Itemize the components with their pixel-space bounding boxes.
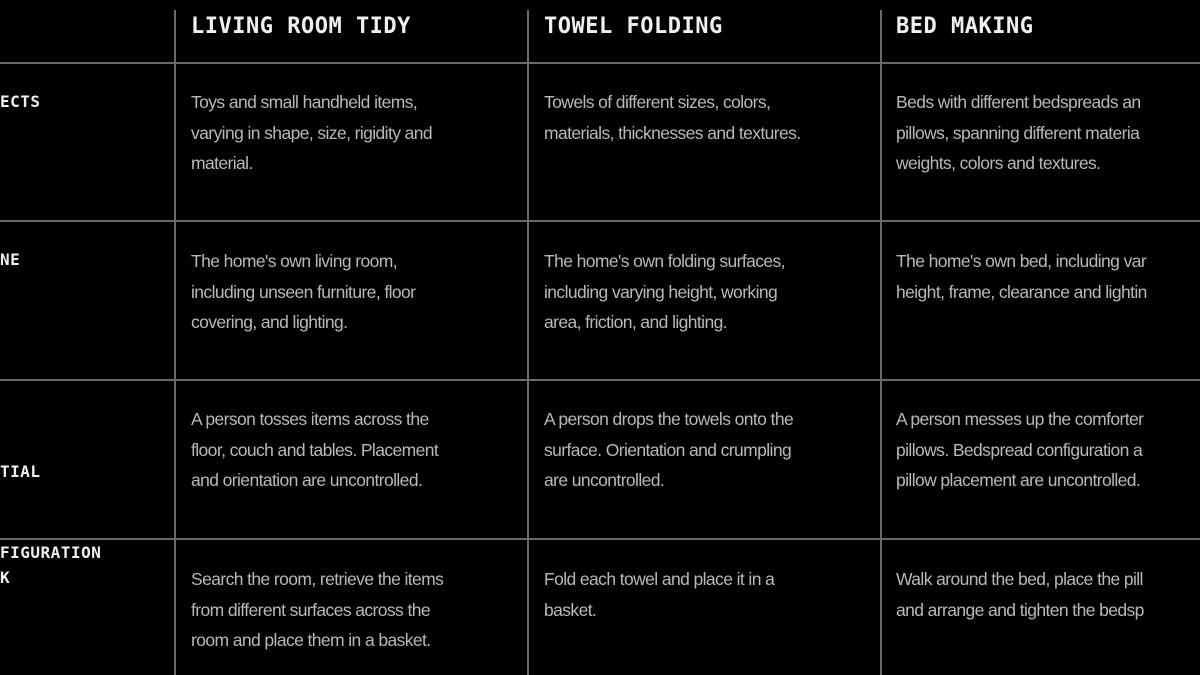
column-header-bed-making: BED MAKING (896, 14, 1034, 39)
cell-line: The home's own living room, (191, 251, 397, 271)
row-label-line: FIGURATION (0, 543, 102, 562)
row-label-line: TIAL (0, 462, 41, 481)
cell-initial-config-living-room (191, 404, 438, 496)
column-header-living-room-tidy: LIVING ROOM TIDY (191, 14, 411, 39)
cell-objects-towel-folding (544, 87, 801, 148)
column-header-towel-folding: TOWEL FOLDING (544, 14, 723, 39)
cell-line: area, friction, and lighting. (544, 312, 727, 332)
cell-line: pillows, spanning different materia (896, 122, 1140, 143)
cell-line: covering, and lighting. (191, 312, 348, 332)
cell-line: The home's own folding surfaces, (544, 251, 785, 271)
cell-line: weights, colors and textures. (896, 153, 1101, 173)
cell-scene-bed-making (896, 246, 1147, 307)
cell-line: including unseen furniture, floor (191, 281, 416, 302)
cell-line: The home's own bed, including var (896, 251, 1147, 271)
column-divider (174, 10, 176, 675)
row-label-task: K (0, 568, 11, 587)
cell-initial-config-bed-making (896, 404, 1143, 496)
cell-line: height, frame, clearance and lightin (896, 281, 1147, 302)
cell-line: A person messes up the comforter (896, 409, 1144, 429)
column-divider (880, 10, 882, 675)
cell-task-living-room (191, 564, 443, 656)
cell-line: A person tosses items across the (191, 409, 429, 429)
row-label-scene: NE (0, 250, 21, 269)
row-label-initial-configuration (0, 404, 101, 620)
cell-line: and arrange and tighten the bedsp (896, 599, 1144, 620)
cell-line: pillows. Bedspread configuration a (896, 439, 1143, 460)
cell-line: Walk around the bed, place the pill (896, 569, 1143, 589)
cell-initial-config-towel-folding (544, 404, 793, 496)
cell-line: varying in shape, size, rigidity and (191, 122, 433, 143)
cell-line: from different surfaces across the (191, 599, 430, 620)
cell-line: and orientation are uncontrolled. (191, 470, 423, 490)
column-divider (527, 10, 529, 675)
cell-objects-living-room (191, 87, 432, 179)
cell-line: Toys and small handheld items, (191, 92, 418, 112)
cell-line: A person drops the towels onto the (544, 409, 794, 429)
cell-line: floor, couch and tables. Placement (191, 439, 439, 460)
cell-line: Beds with different bedspreads an (896, 92, 1141, 112)
row-divider (0, 62, 1200, 64)
cell-line: basket. (544, 599, 597, 620)
cell-line: material. (191, 153, 253, 173)
cell-line: surface. Orientation and crumpling (544, 439, 792, 460)
cell-line: room and place them in a basket. (191, 630, 431, 650)
row-divider (0, 379, 1200, 381)
cell-line: Search the room, retrieve the items (191, 569, 444, 589)
cell-line: Towels of different sizes, colors, (544, 92, 771, 112)
cell-scene-living-room (191, 246, 415, 338)
cell-scene-towel-folding (544, 246, 785, 338)
cell-objects-bed-making (896, 87, 1141, 179)
row-divider (0, 538, 1200, 540)
row-label-objects: ECTS (0, 92, 41, 111)
cell-line: including varying height, working (544, 281, 778, 302)
cell-task-towel-folding (544, 564, 774, 625)
cell-line: are uncontrolled. (544, 470, 665, 490)
cell-line: pillow placement are uncontrolled. (896, 470, 1141, 490)
cell-line: materials, thicknesses and textures. (544, 122, 801, 143)
row-divider (0, 220, 1200, 222)
cell-line: Fold each towel and place it in a (544, 569, 775, 589)
cell-task-bed-making (896, 564, 1144, 625)
